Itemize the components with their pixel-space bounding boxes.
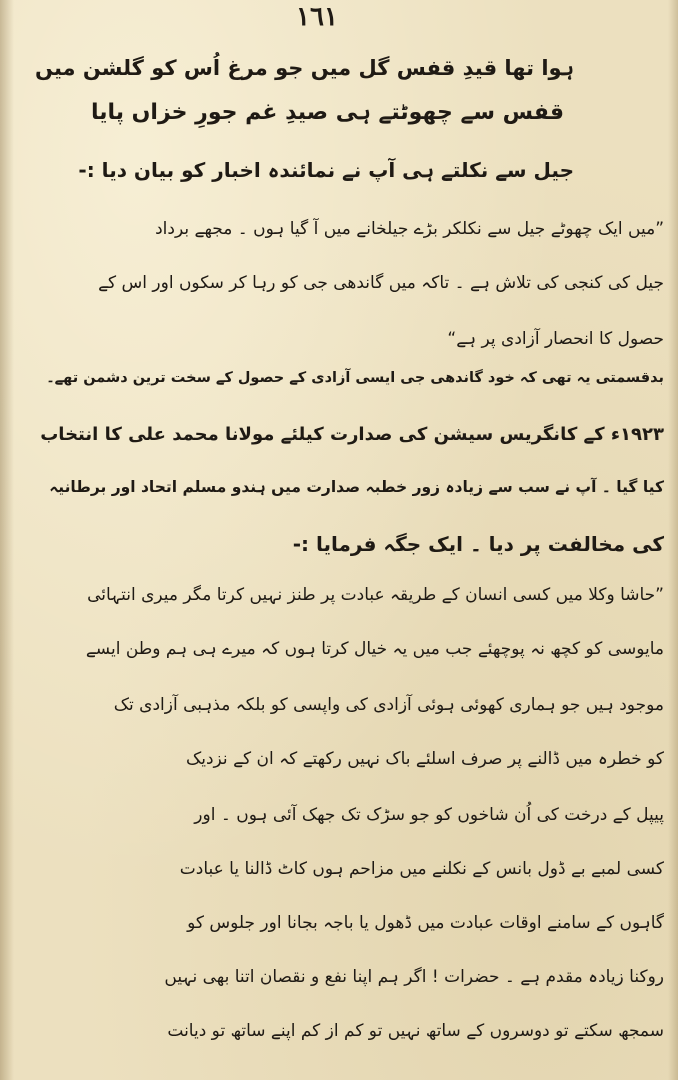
quote-line: پیپل کے درخت کی اُن شاخوں کو جو سڑک تک جھک آئی ہوں ۔ اور [194,805,664,825]
page-number: ١٦١ [296,2,338,32]
quote-line: ”میں ایک چھوٹے جیل سے نکلکر بڑے جیلخانے میں آ گیا ہوں ۔ مجھے برداد [155,219,664,239]
verse-line-1: ہوا تھا قیدِ قفس گل میں جو مرغ اُس کو گلشن میں [35,56,574,80]
quote-line: جیل کی کنجی کی تلاش ہے ۔ تاکہ میں گاندھی جی کو رہا کر سکوں اور اس کے [98,273,664,293]
quote-line: کو خطرہ میں ڈالنے پر صرف اسلئے باک نہیں رکھتے کہ ان کے نزدیک [186,749,664,769]
quote-line: ”حاشا وکلا میں کسی انسان کے طریقہ عبادت پر طنز نہیں کرتا مگر میری انتہائی [87,585,664,605]
page-shadow-right [668,0,678,1080]
quote-line: موجود ہیں جو ہماری کھوئی ہوئی آزادی کی واپسی کو بلکہ مذہبی آزادی تک [113,695,664,715]
verse-line-2: قفس سے چھوٹتے ہی صیدِ غم جورِ خزاں پایا [90,100,564,125]
text-line: کیا گیا ۔ آپ نے سب سے زیادہ زور خطبہ صدارت میں ہندو مسلم اتحاد اور برطانیہ [49,478,664,496]
text-line: ۱۹۲۳ء کے کانگریس سیشن کی صدارت کیلئے مولانا محمد علی کا انتخاب [40,424,664,445]
quote-line: روکنا زیادہ مقدم ہے ۔ حضرات ! اگر ہم اپنا نفع و نقصان اتنا بھی نہیں [164,967,664,987]
quote-line: حصول کا انحصار آزادی پر ہے“ [447,329,664,349]
quote-line: گاہوں کے سامنے اوقات عبادت میں ڈھول یا باجہ بجانا اور جلوس کو [187,913,664,933]
text-line: جیل سے نکلتے ہی آپ نے نمائندہ اخبار کو بیان دیا :- [78,158,574,182]
quote-line: مایوسی کو کچھ نہ پوچھئے جب میں یہ خیال کرتا ہوں کہ میرے ہی ہم وطن ایسے [85,639,664,659]
quote-line: سمجھ سکتے تو دوسروں کے ساتھ نہیں تو کم از کم اپنے ساتھ تو دیانت [167,1021,664,1041]
text-line: بدقسمتی یہ تھی کہ خود گاندھی جی ایسی آزادی کے حصول کے سخت ترین دشمن تھے۔ [46,370,664,386]
text-line: کی مخالفت پر دیا ۔ ایک جگہ فرمایا :- [292,532,664,556]
page-shadow-left [0,0,14,1080]
quote-line: کسی لمبے بے ڈول بانس کے نکلنے میں مزاحم ہوں کاٹ ڈالنا یا عبادت [179,859,664,879]
